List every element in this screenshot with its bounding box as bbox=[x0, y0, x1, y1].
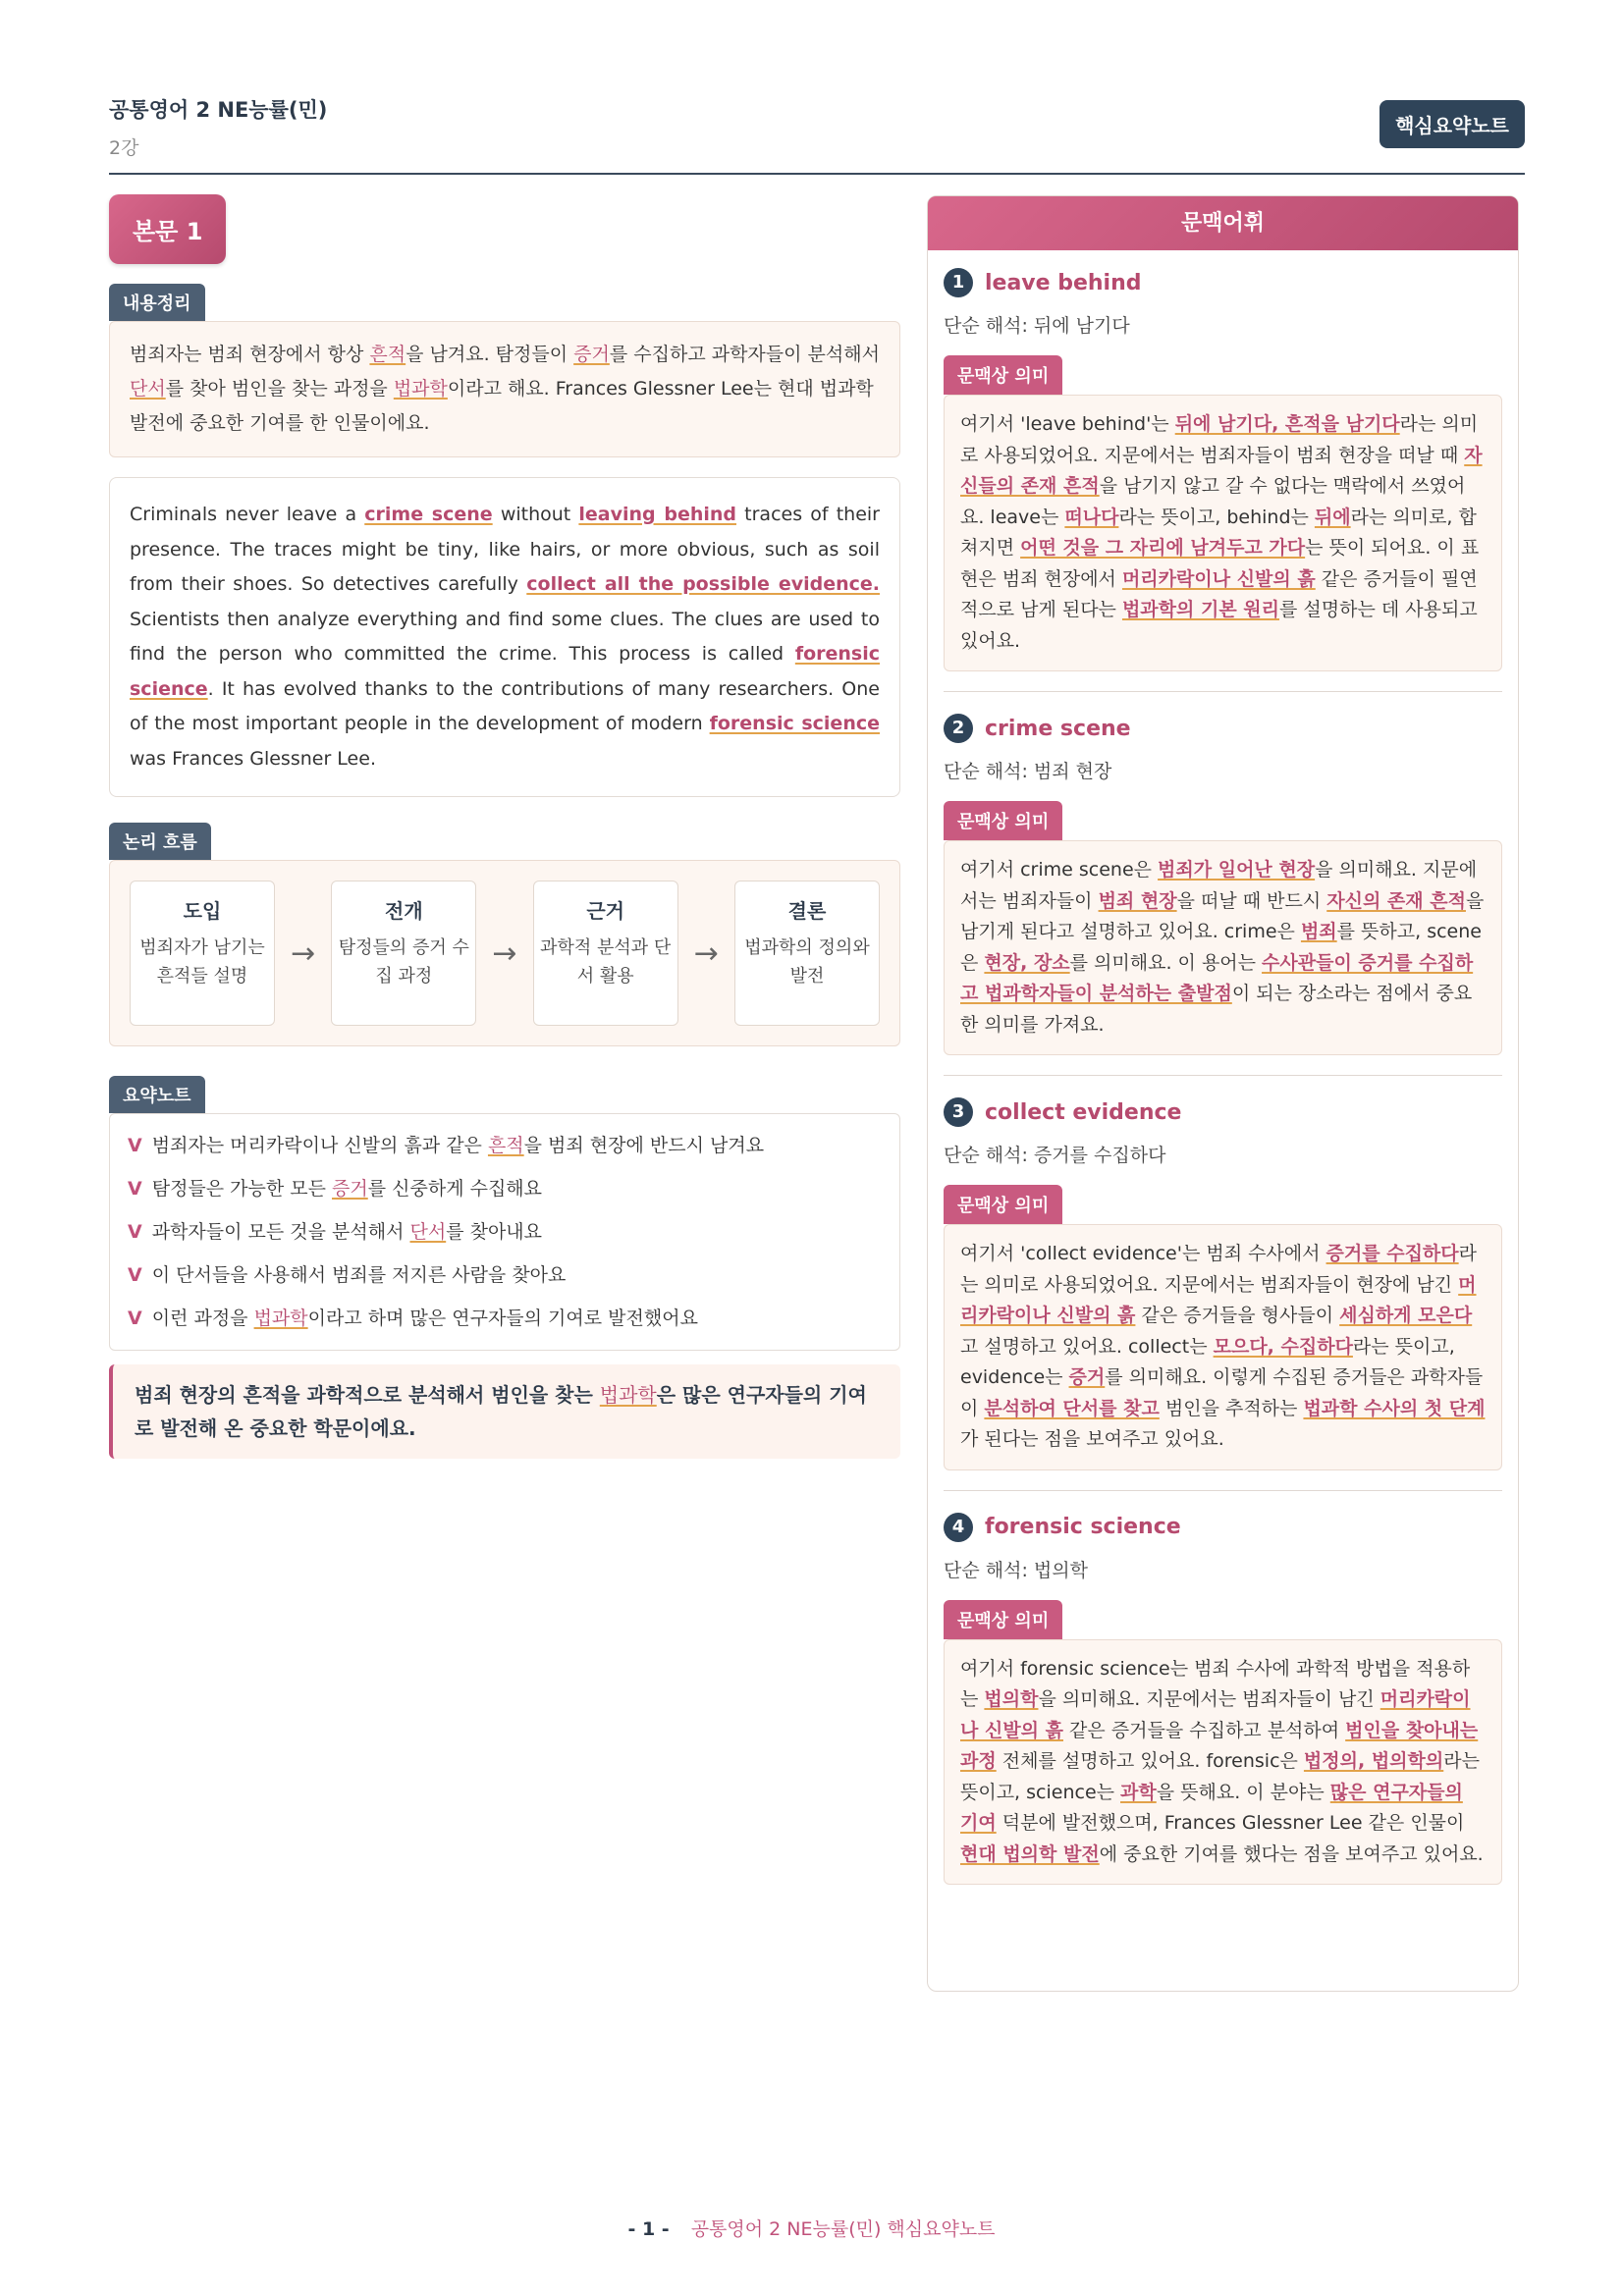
page-number: - 1 - bbox=[627, 2218, 670, 2240]
item-number-badge: 3 bbox=[944, 1097, 973, 1127]
vocab-word: collect evidence bbox=[985, 1099, 1182, 1125]
simple-meaning bbox=[944, 311, 1502, 338]
vocab-list bbox=[928, 250, 1518, 1904]
main-column bbox=[109, 194, 900, 1459]
flow-step-development bbox=[331, 881, 476, 1026]
context-text: 여기서 crime scene은 범죄가 일어난 현장을 의미해요. 지문에서는 범죄자들이 범죄 현장을 떠날 때 반드시 자신의 존재 흔적을 남기게 된다고 설명하고 있어요. crime은 범죄를 뜻하고, scene은 현장, 장소를 의미해요. 이 용어는 수사관들이 증거를 수집하고 법과학자들이 분석하는 출발점이 되는 장소라는 점에서 중요한 의미를 가져요. bbox=[944, 840, 1502, 1055]
arrow-right-icon: → bbox=[492, 935, 517, 971]
check-mark-icon: V bbox=[128, 1308, 142, 1329]
flow-step-evidence bbox=[533, 881, 678, 1026]
notes-label: 요약노트 bbox=[109, 1076, 205, 1113]
vocab-word: crime scene bbox=[985, 716, 1131, 741]
vocab-item bbox=[944, 268, 1502, 691]
footer-text: 공통영어 2 NE능률(민) 핵심요약노트 bbox=[690, 2218, 996, 2240]
highlighted-term: 법과학 bbox=[253, 1308, 308, 1329]
section-title: 본문 1 bbox=[109, 194, 226, 264]
highlighted-term: 법의학 bbox=[984, 1688, 1039, 1710]
flow-step-title: 도입 bbox=[183, 899, 222, 923]
meaning-text: 뒤에 남기다 bbox=[1033, 315, 1130, 337]
meaning-text: 법의학 bbox=[1033, 1559, 1088, 1581]
meaning-prefix: 단순 해석: bbox=[944, 1559, 1034, 1581]
highlighted-term: 법과학 bbox=[599, 1383, 657, 1407]
highlighted-term: 증거 bbox=[573, 344, 610, 365]
highlighted-term: 머리카락이나 신발의 흙 bbox=[960, 1688, 1471, 1741]
context-text: 여기서 'collect evidence'는 범죄 수사에서 증거를 수집하다라는 의미로 사용되었어요. 지문에서는 범죄자들이 현장에 남긴 머리카락이나 신발의 흙 같은 증거들을 형사들이 세심하게 모은다고 설명하고 있어요. collect는 모으다, 수집하다라는 뜻이고, evidence는 증거를 의미해요. 이렇게 수집된 증거들은 과학자들이 분석하여 단서를 찾고 범인을 추적하는 법과학 수사의 첫 단계가 된다는 점을 보여주고 있어요. bbox=[944, 1224, 1502, 1470]
highlighted-term: 흔적 bbox=[369, 344, 406, 365]
flow-step-desc: 과학적 분석과 단서 활용 bbox=[540, 937, 672, 987]
logic-flow-label: 논리 흐름 bbox=[109, 823, 211, 860]
check-mark-icon: V bbox=[128, 1178, 142, 1200]
highlighted-term: 자신들의 존재 흔적 bbox=[960, 444, 1483, 497]
vocab-word: forensic science bbox=[985, 1515, 1181, 1539]
meaning-text: 범죄 현장 bbox=[1033, 761, 1112, 782]
highlighted-term: 자신의 존재 흔적 bbox=[1326, 889, 1466, 912]
page-header bbox=[109, 94, 1525, 175]
list-item bbox=[128, 1167, 882, 1210]
highlighted-term: 범죄 bbox=[1300, 921, 1337, 942]
vocab-item bbox=[944, 1490, 1502, 1905]
note-text: 탐정들은 가능한 모든 증거를 신중하게 수집해요 bbox=[151, 1178, 543, 1200]
flow-step-desc: 범죄자가 남기는 흔적들 설명 bbox=[139, 937, 265, 987]
arrow-right-icon: → bbox=[291, 935, 316, 971]
highlighted-term: 증거 bbox=[1068, 1366, 1106, 1388]
highlighted-term: 현대 법의학 발전 bbox=[960, 1842, 1100, 1865]
highlighted-term: 법정의, 법의학의 bbox=[1303, 1750, 1444, 1772]
highlighted-term: 범죄가 일어난 현장 bbox=[1158, 859, 1316, 881]
highlighted-term: 머리카락이나 신발의 흙 bbox=[1121, 567, 1316, 590]
highlighted-term: 법과학 bbox=[393, 378, 448, 400]
highlighted-term: 범죄 현장 bbox=[1098, 889, 1177, 912]
vocab-word: leave behind bbox=[985, 270, 1142, 295]
highlighted-term: 단서 bbox=[130, 378, 166, 400]
highlighted-term: 흔적 bbox=[487, 1135, 524, 1156]
conclusion-box: 범죄 현장의 흔적을 과학적으로 분석해서 범인을 찾는 법과학은 많은 연구자들의 기여로 발전해 온 중요한 학문이에요. bbox=[109, 1364, 900, 1459]
highlighted-term: 많은 연구자들의 기여 bbox=[960, 1781, 1463, 1834]
highlighted-term: 법과학 수사의 첫 단계 bbox=[1303, 1397, 1486, 1419]
highlighted-term: 증거를 수집하다 bbox=[1325, 1243, 1459, 1264]
vocab-item bbox=[944, 1075, 1502, 1490]
vocab-item bbox=[944, 691, 1502, 1075]
highlighted-term: 뒤에 bbox=[1314, 506, 1351, 528]
highlighted-term: 머리카락이나 신발의 흙 bbox=[960, 1273, 1477, 1326]
highlighted-term: 떠나다 bbox=[1064, 506, 1119, 528]
highlighted-term: 수사관들이 증거를 수집하고 법과학자들이 분석하는 출발점 bbox=[960, 951, 1474, 1004]
highlighted-term: crime scene bbox=[364, 504, 493, 525]
vocab-panel-title: 문맥어휘 bbox=[928, 196, 1518, 250]
note-type-badge: 핵심요약노트 bbox=[1380, 100, 1525, 148]
highlighted-term: 현장, 장소 bbox=[984, 951, 1070, 974]
meaning-text: 증거를 수집하다 bbox=[1033, 1145, 1166, 1166]
notes-list bbox=[109, 1113, 900, 1351]
context-label: 문맥상 의미 bbox=[944, 355, 1062, 395]
list-item bbox=[128, 1297, 882, 1340]
lesson-number: 2강 bbox=[109, 137, 139, 159]
passage-text: Criminals never leave a crime scene without leaving behind traces of their presence. The traces might be tiny, like hairs, or more obvious, such as soil from their shoes. So detectives carefully collect all the possible evidence. Scientists then analyze everything and find some clues. The clues are used to find the person who committed the crime. This process is called forensic science. It has evolved thanks to the contributions of many researchers. One of the most important people in the development of modern forensic science was Frances Glessner Lee. bbox=[109, 477, 900, 797]
context-label: 문맥상 의미 bbox=[944, 1600, 1062, 1639]
meaning-prefix: 단순 해석: bbox=[944, 761, 1034, 782]
highlighted-term: 뒤에 남기다, 흔적을 남기다 bbox=[1174, 413, 1400, 435]
note-text: 이런 과정을 법과학이라고 하며 많은 연구자들의 기여로 발전했어요 bbox=[151, 1308, 698, 1329]
item-number-badge: 1 bbox=[944, 268, 973, 297]
logic-flow-block bbox=[109, 823, 900, 1046]
highlighted-term: leaving behind bbox=[578, 504, 737, 525]
notes-block bbox=[109, 1076, 900, 1351]
check-mark-icon: V bbox=[128, 1264, 142, 1286]
flow-step-title: 결론 bbox=[787, 899, 827, 923]
flow-step-conclusion bbox=[734, 881, 880, 1026]
note-text: 이 단서들을 사용해서 범죄를 저지른 사람을 찾아요 bbox=[151, 1264, 567, 1286]
context-label: 문맥상 의미 bbox=[944, 801, 1062, 840]
highlighted-term: 세심하게 모은다 bbox=[1339, 1305, 1473, 1326]
item-number-badge: 2 bbox=[944, 714, 973, 743]
list-item bbox=[128, 1254, 882, 1297]
highlighted-term: 단서 bbox=[409, 1221, 447, 1243]
flow-step-intro bbox=[130, 881, 275, 1026]
highlighted-term: 어떤 것을 그 자리에 남겨두고 가다 bbox=[1020, 537, 1306, 559]
meaning-prefix: 단순 해석: bbox=[944, 1145, 1034, 1166]
logic-flow bbox=[109, 860, 900, 1046]
meaning-prefix: 단순 해석: bbox=[944, 315, 1034, 337]
summary-text: 범죄자는 범죄 현장에서 항상 흔적을 남겨요. 탐정들이 증거를 수집하고 과학자들이 분석해서 단서를 찾아 범인을 찾는 과정을 법과학이라고 해요. Frances Glessner Lee는 현대 법과학 발전에 중요한 기여를 한 인물이에요. bbox=[109, 321, 900, 457]
highlighted-term: 과학 bbox=[1120, 1781, 1157, 1803]
highlighted-term: 모으다, 수집하다 bbox=[1213, 1335, 1353, 1358]
item-number-badge: 4 bbox=[944, 1513, 973, 1542]
note-text: 과학자들이 모든 것을 분석해서 단서를 찾아내요 bbox=[151, 1221, 543, 1243]
context-label: 문맥상 의미 bbox=[944, 1185, 1062, 1224]
flow-step-title: 전개 bbox=[385, 899, 423, 923]
highlighted-term: forensic science bbox=[709, 713, 880, 734]
flow-step-desc: 법과학의 정의와 발전 bbox=[744, 937, 870, 987]
simple-meaning bbox=[944, 1141, 1502, 1167]
highlighted-term: 증거 bbox=[332, 1178, 368, 1200]
check-mark-icon: V bbox=[128, 1135, 142, 1156]
check-mark-icon: V bbox=[128, 1221, 142, 1243]
context-text: 여기서 forensic science는 범죄 수사에 과학적 방법을 적용하는 법의학을 의미해요. 지문에서는 범죄자들이 남긴 머리카락이나 신발의 흙 같은 증거들을 수집하고 분석하여 범인을 찾아내는 과정 전체를 설명하고 있어요. forensic은 법정의, 법의학의라는 뜻이고, science는 과학을 뜻해요. 이 분야는 많은 연구자들의 기여 덕분에 발전했으며, Frances Glessner Lee 같은 인물이 현대 법의학 발전에 중요한 기여를 했다는 점을 보여주고 있어요. bbox=[944, 1639, 1502, 1886]
highlighted-term: collect all the possible evidence. bbox=[526, 573, 880, 595]
highlighted-term: 범인을 찾아내는 과정 bbox=[960, 1719, 1479, 1772]
highlighted-term: 법과학의 기본 원리 bbox=[1121, 599, 1280, 620]
note-text: 범죄자는 머리카락이나 신발의 흙과 같은 흔적을 범죄 현장에 반드시 남겨요 bbox=[151, 1135, 765, 1156]
summary-label: 내용정리 bbox=[109, 284, 205, 321]
highlighted-term: 분석하여 단서를 찾고 bbox=[984, 1397, 1160, 1419]
page-footer bbox=[0, 2215, 1623, 2241]
list-item bbox=[128, 1210, 882, 1254]
vocab-panel bbox=[927, 195, 1519, 1992]
simple-meaning bbox=[944, 757, 1502, 783]
arrow-right-icon: → bbox=[693, 935, 719, 971]
highlighted-term: forensic science bbox=[130, 643, 880, 700]
summary-block bbox=[109, 284, 900, 457]
list-item bbox=[128, 1124, 882, 1167]
context-text: 여기서 'leave behind'는 뒤에 남기다, 흔적을 남기다라는 의미로 사용되었어요. 지문에서는 범죄자들이 범죄 현장을 떠날 때 자신들의 존재 흔적을 남기지 않고 갈 수 없다는 맥락에서 쓰였어요. leave는 떠나다라는 뜻이고, behind는 뒤에라는 의미로, 합쳐지면 어떤 것을 그 자리에 남겨두고 가다는 뜻이 되어요. 이 표현은 범죄 현장에서 머리카락이나 신발의 흙 같은 증거들이 필연적으로 남게 된다는 법과학의 기본 원리를 설명하는 데 사용되고 있어요. bbox=[944, 395, 1502, 671]
document-title: 공통영어 2 NE능률(민) bbox=[109, 98, 328, 122]
simple-meaning bbox=[944, 1556, 1502, 1582]
flow-step-title: 근거 bbox=[586, 899, 624, 923]
flow-step-desc: 탐정들의 증거 수집 과정 bbox=[338, 937, 469, 987]
